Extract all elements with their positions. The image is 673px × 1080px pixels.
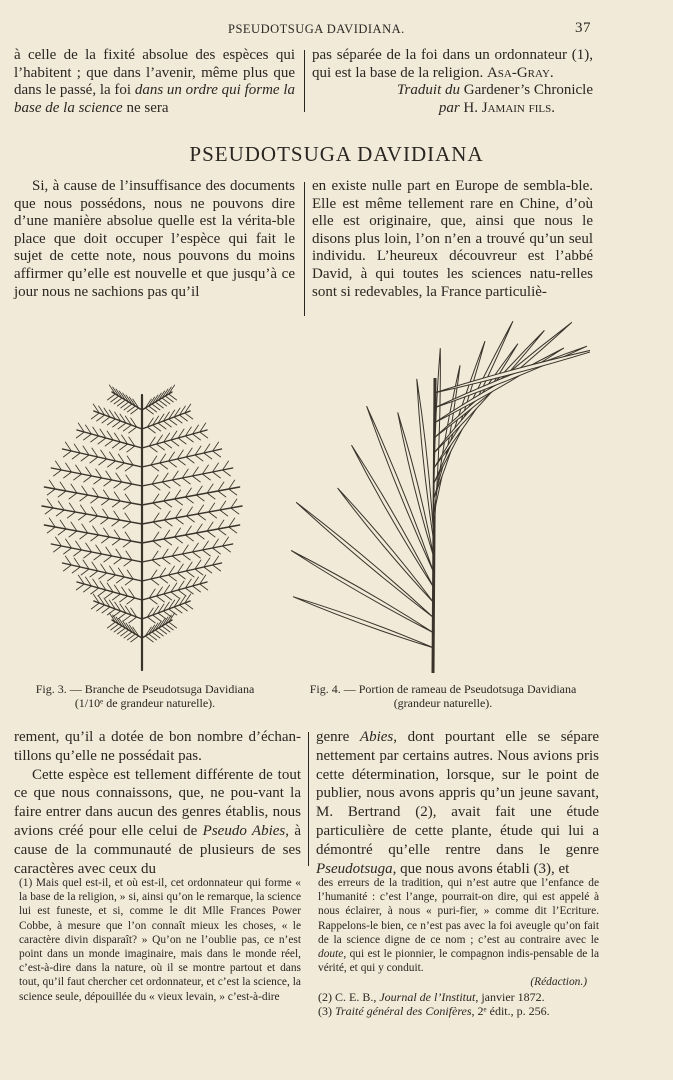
fig4-twig-illustration — [275, 318, 590, 678]
footnote-right: des erreurs de la tradition, qui n’est autre que l’enfance de l’humanité : c’est l’ange, pourrait-on dire, qui est appelé à nous éclairer, à nous « puri-fier, » comme dit l’Ecriture. Rappelons-le bien, ce n’est pas avec la foi aveugle qu’on fait de la science digne de ce nom ; c’est au contraire avec le doute, qui est le pionnier, le compagnon indis-pensable de la vérité, et qui y conduit. (Rédaction.) (2) C. E. B., Journal de l’Institut, janvier 1872. (3) Traité général des Conifères, 2ᵉ édit., p. 256. — [318, 877, 599, 1018]
intro-left-text: Si, à cause de l’insuffisance des documents que nous possédons, nous ne pouvons dire d’une manière absolue quelle est la vérita-ble place que doit occuper l’espèce qui fait le sujet de cette note, nous pouvons du moins affirmer qu’elle est nouvelle et que jusqu’à ce jour nous ne sachions pas qu’il — [14, 178, 295, 300]
intro-right-text: en existe nulle part en Europe de sembla-ble. Elle est même tellement rare en Chine, d’où elle est originaire, que, ainsi que nous le disons plus loin, l’on n’en a trouvé qu’un seul individu. L’heureux découvreur est l’abbé David, à qui toutes les sciences natu-relles sont si redevables, la France particuliè- — [312, 178, 593, 300]
page-number: 37 — [575, 20, 591, 36]
footnote-left — [19, 876, 301, 1004]
intro-left-column — [14, 178, 295, 301]
top-right-column: pas séparée de la foi dans un ordonnateur (1), qui est la base de la religion. Asa-Gray. Traduit du Gardener’s Chronicle par H. Jamain fils. — [312, 47, 593, 116]
top-left-text: à celle de la fixité absolue des espèces qui l’habitent ; que dans l’avenir, même plus que dans le passé, la foi dans un ordre qui forme la base de la science ne sera — [14, 47, 296, 116]
body-column-rule — [308, 732, 309, 866]
footnote-2: (2) C. E. B., Journal de l’Institut, janvier 1872. — [318, 989, 545, 1004]
top-column-rule — [304, 50, 305, 112]
fig4-caption: Fig. 4. — Portion de rameau de Pseudotsuga Davidiana (grandeur naturelle). — [309, 682, 577, 710]
intro-right-column — [312, 178, 593, 301]
top-left-column — [14, 47, 295, 117]
editor-signature: (Rédaction.) — [530, 976, 587, 989]
fig3-caption: Fig. 3. — Branche de Pseudotsuga Davidiana (1/10ᵉ de grandeur naturelle). — [35, 682, 255, 710]
running-title: PSEUDOTSUGA DAVIDIANA. — [228, 22, 405, 36]
body-left-column: rement, qu’il a dotée de bon nombre d’échan-tillons qu’elle ne possédait pas. Cette espèce est tellement différente de tout ce que nous connaissons, que, ne pou-vant la faire entrer dans aucun des genres établis, nous avions créé pour elle celui de Pseudo Abies, à cause de la communauté de plusieurs de ses caractères avec ceux du — [14, 729, 301, 877]
footnote-1-text: (1) Mais quel est-il, et où est-il, cet ordonnateur qui forme « la base de la religion, » si, ainsi qu’on le remarque, la science lui est funeste, et si, comme le dit Mlle Frances Power Cobbe, à mesure que l’on connaît mieux les choses, « le caractère divin disparaît? » Qu’on ne l’oublie pas, ce n’est point dans un monde imaginaire, mais dans le monde réel, c’est-à-dire dans la nature, où il se montre partout et dans tout, qu’il faut chercher cet ordonnateur, et c’est la science, la science seule, dépouillée du « vieux levain, » c’est-à-dire — [19, 877, 301, 1003]
fig3-branch-illustration — [20, 375, 265, 675]
running-header — [0, 22, 673, 40]
intro-column-rule — [304, 182, 305, 316]
body-right-column: genre Abies, dont pourtant elle se sépare nettement par certains autres. Nous avions pris cette détermination, lorsque, sur le point de publier, nous avons appris qu’un jeune savant, M. Bertrand (2), avait fait une étude particulière de cette plante, étude qui lui a démontré qu’elle rentre dans le genre Pseudotsuga, que nous avons établi (3), et — [316, 729, 600, 877]
footnote-3: (3) Traité général des Conifères, 2ᵉ édit., p. 256. — [318, 1003, 550, 1018]
article-title: PSEUDOTSUGA DAVIDIANA — [189, 142, 484, 166]
